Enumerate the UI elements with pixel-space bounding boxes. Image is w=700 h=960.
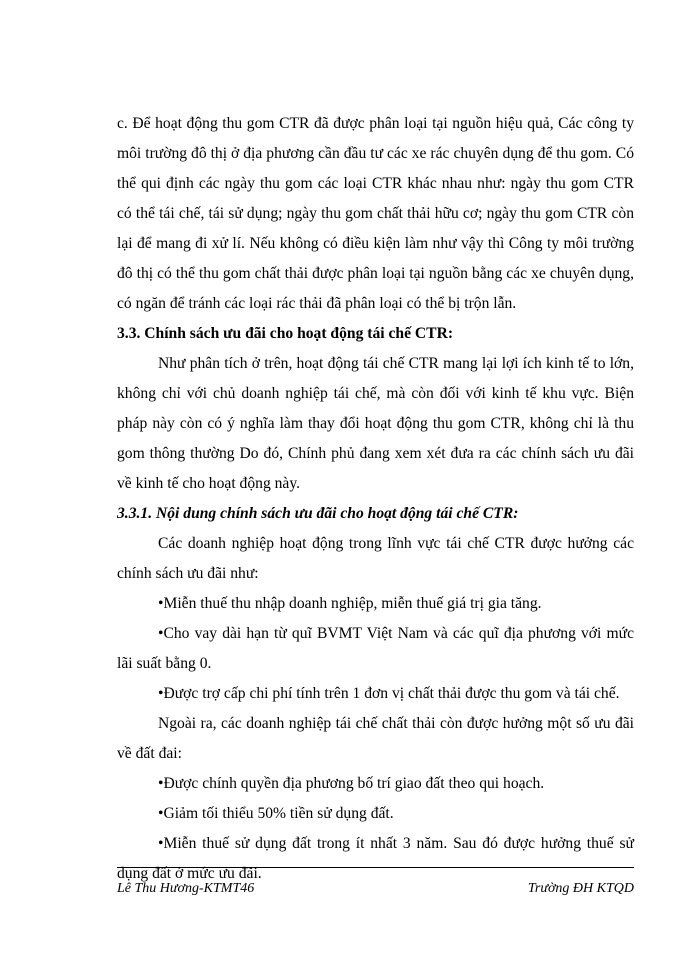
bullet-item: •Được trợ cấp chi phí tính trên 1 đơn vị chất thải được thu gom và tái chế.	[158, 685, 620, 702]
bullet-item: •Cho vay dài hạn từ quĩ BVMT Việt Nam và các quĩ địa phương với mức lãi suất bằng 0.	[117, 625, 634, 672]
footer-institution: Trường ĐH KTQD	[527, 881, 634, 896]
bullet-item: •Giảm tối thiểu 50% tiền sử dụng đất.	[158, 805, 394, 822]
paragraph-incentives-intro: Các doanh nghiệp hoạt động trong lĩnh vực tái chế CTR được hưởng các chính sách ưu đãi như:	[117, 535, 634, 582]
paragraph-land-incentives: Ngoài ra, các doanh nghiệp tái chế chất thải còn được hưởng một số ưu đãi về đất đai:	[117, 715, 634, 762]
footer-divider	[117, 867, 634, 868]
bullet-item: •Được chính quyền địa phương bố trí giao đất theo qui hoạch.	[158, 775, 545, 792]
paragraph-policy-intro: Như phân tích ở trên, hoạt động tái chế CTR mang lại lợi ích kinh tế to lớn, không chỉ với chủ doanh nghiệp tái chế, mà còn đối với kinh tế khu vực. Biện pháp này còn có ý nghĩa làm thay đổi hoạt động thu gom CTR, không chỉ là thu gom thông thường Do đó, Chính phủ đang xem xét đưa ra các chính sách ưu đãi về kinh tế cho hoạt động này.	[117, 355, 634, 492]
paragraph-collection: c. Để hoạt động thu gom CTR đã được phân loại tại nguồn hiệu quả, Các công ty môi trường đô thị ở địa phương cần đầu tư các xe rác chuyên dụng để thu gom. Có thể qui định các ngày thu gom các loại CTR khác nhau như: ngày thu gom CTR có thể tái chế, tái sử dụng; ngày thu gom chất thải hữu cơ; ngày thu gom CTR còn lại để mang đi xử lí. Nếu không có điều kiện làm như vậy thì Công ty môi trường đô thị có thể thu gom chất thải được phân loại tại nguồn bằng các xe chuyên dụng, có ngăn để tránh các loại rác thải đã phân loại có thể bị trộn lẫn.	[117, 115, 634, 312]
section-heading-3-3: 3.3. Chính sách ưu đãi cho hoạt động tái chế CTR:	[117, 325, 454, 342]
bullet-item: •Miễn thuế sử dụng đất trong ít nhất 3 năm. Sau đó được hưởng thuế sử dụng đất ở mức ưu đãi.	[117, 835, 634, 882]
bullet-item: •Miễn thuế thu nhập doanh nghiệp, miễn thuế giá trị gia tăng.	[158, 595, 542, 612]
page-body	[117, 109, 634, 889]
page-footer	[117, 881, 634, 897]
footer-author: Lê Thu Hương-KTMT46	[117, 881, 255, 896]
subsection-heading-3-3-1: 3.3.1. Nội dung chính sách ưu đãi cho hoạt động tái chế CTR:	[117, 505, 519, 522]
